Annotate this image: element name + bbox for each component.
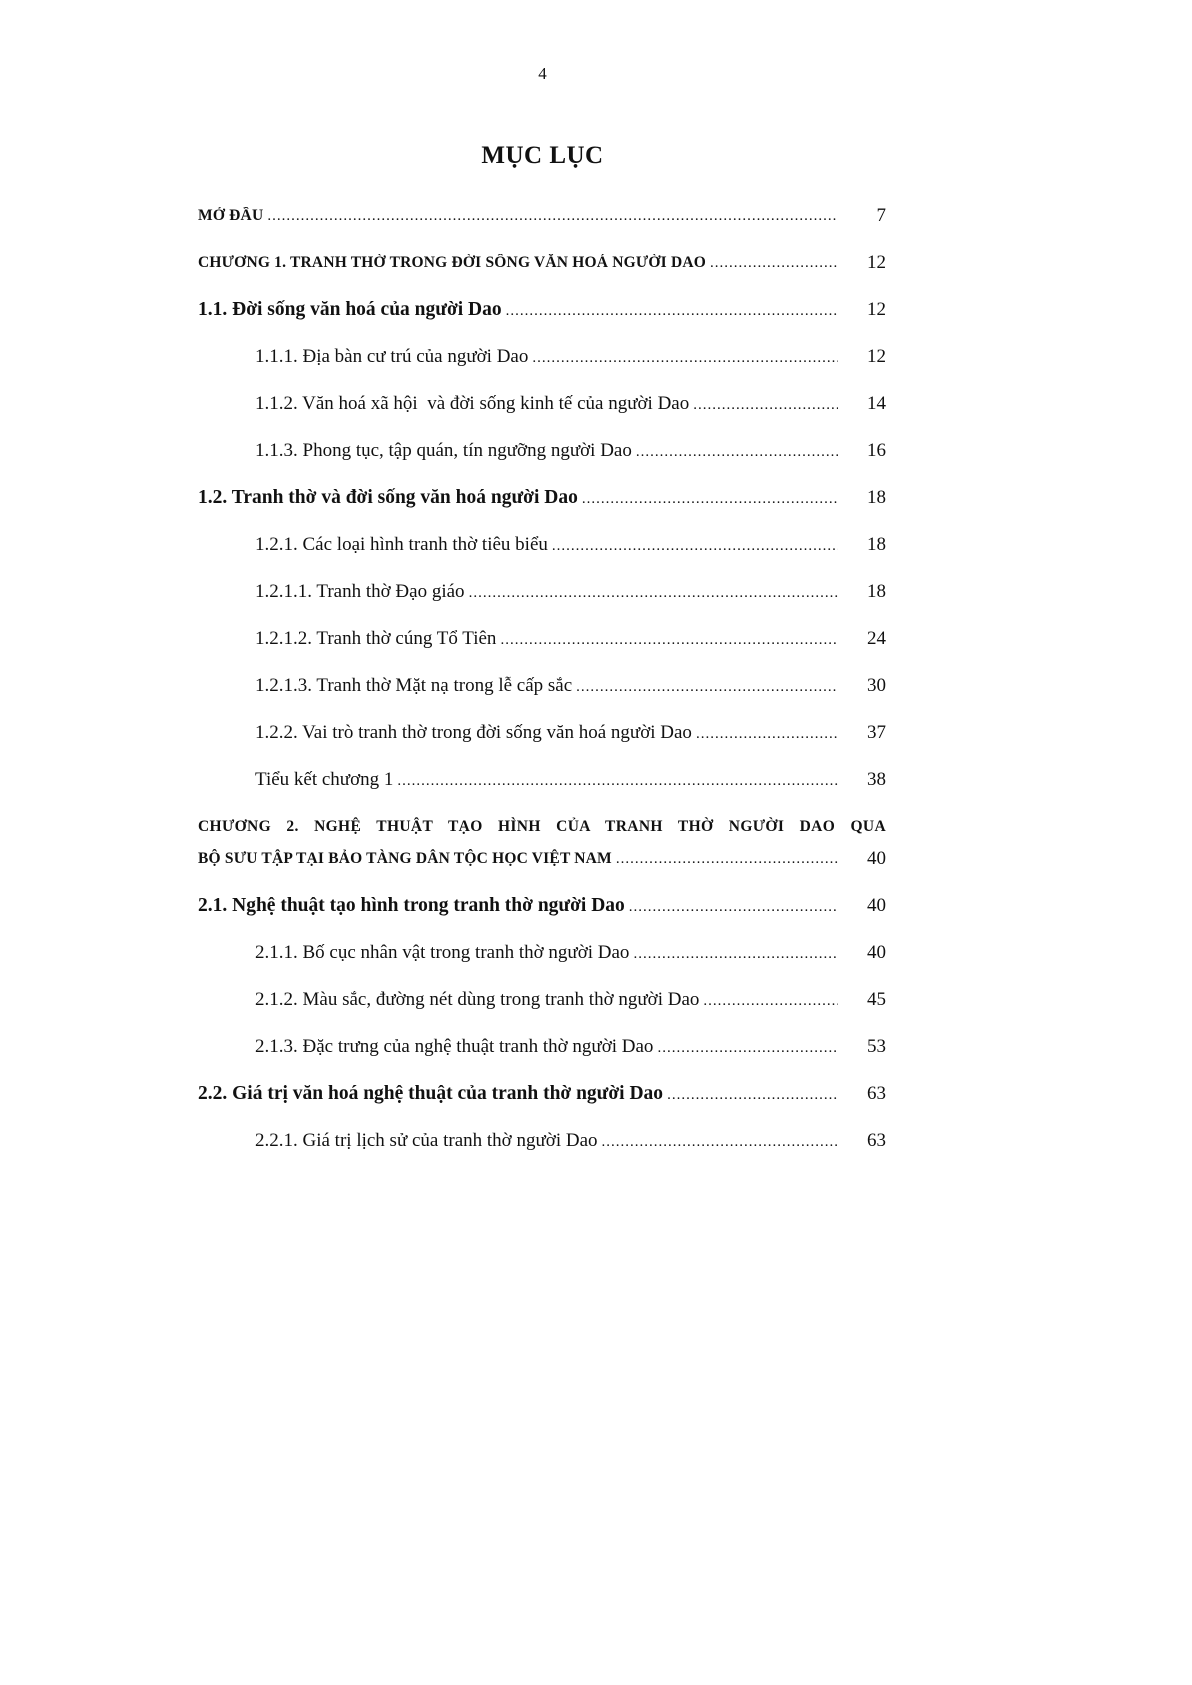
- toc-entry-1-2-1-3[interactable]: [198, 662, 886, 709]
- toc-entry-label: 1.1.1. Địa bàn cư trú của người Dao: [255, 345, 529, 367]
- toc-entry-page: 12: [867, 345, 886, 367]
- toc-entry-page: 37: [867, 721, 886, 743]
- dot-leader: [693, 397, 838, 414]
- page-number: 4: [538, 64, 547, 83]
- toc-entry-label: 1.2.1. Các loại hình tranh thờ tiêu biểu: [255, 533, 548, 555]
- toc-entry-tieu-ket-1[interactable]: [198, 756, 886, 803]
- toc-entry-page: 24: [867, 627, 886, 649]
- toc-entry-page: 7: [876, 204, 886, 226]
- toc-entry-label: 2.1.3. Đặc trưng của nghệ thuật tranh thờ người Dao: [255, 1035, 654, 1057]
- toc-entry-page: 63: [867, 1129, 886, 1151]
- dot-leader: [602, 1134, 838, 1151]
- toc-entry-label: 1.2.2. Vai trò tranh thờ trong đời sống văn hoá người Dao: [255, 721, 692, 743]
- toc-entry-label: 1.2.1.3. Tranh thờ Mặt nạ trong lễ cấp sắc: [255, 674, 573, 696]
- toc-entry-1-1-3[interactable]: [198, 427, 886, 474]
- toc-entry-2-1-3[interactable]: [198, 1023, 886, 1070]
- toc-entry-page: 18: [867, 486, 886, 508]
- toc-entry-2-2-1[interactable]: [198, 1117, 886, 1164]
- toc-entry-1-2-1[interactable]: [198, 521, 886, 568]
- toc-entry-chuong-2[interactable]: [198, 803, 886, 882]
- toc-entry-1-2-2[interactable]: [198, 709, 886, 756]
- toc-entry-label: 1.1.3. Phong tục, tập quán, tín ngưỡng người Dao: [255, 439, 632, 461]
- toc-entry-page: 40: [867, 941, 886, 963]
- toc-entry-2-1-1[interactable]: [198, 929, 886, 976]
- toc-title: MỤC LỤC: [481, 142, 604, 169]
- dot-leader: [469, 585, 838, 602]
- toc-entry-label: 1.2.1.2. Tranh thờ cúng Tổ Tiên: [255, 627, 497, 649]
- dot-leader: [696, 726, 838, 743]
- dot-leader: [397, 773, 838, 790]
- toc-entry-label: Tiểu kết chương 1: [255, 768, 394, 790]
- dot-leader: [506, 303, 838, 320]
- dot-leader: [667, 1087, 838, 1104]
- toc-entry-label: 2.1.1. Bố cục nhân vật trong tranh thờ người Dao: [255, 941, 630, 963]
- toc-entry-2-2[interactable]: [198, 1070, 886, 1117]
- dot-leader: [633, 946, 838, 963]
- toc-entry-page: 38: [867, 768, 886, 790]
- toc-entry-label: 2.2. Giá trị văn hoá nghệ thuật của tranh thờ người Dao: [198, 1082, 664, 1104]
- toc-entry-page: 12: [867, 298, 886, 320]
- toc-entry-1-1-2[interactable]: [198, 380, 886, 427]
- toc-entry-label: 2.1. Nghệ thuật tạo hình trong tranh thờ người Dao: [198, 894, 625, 916]
- toc-entry-label: 1.1.2. Văn hoá xã hội và đời sống kinh tế của người Dao: [255, 392, 690, 414]
- toc-entry-page: 12: [867, 251, 886, 273]
- toc-entry-1-1[interactable]: [198, 286, 886, 333]
- toc-entry-1-1-1[interactable]: [198, 333, 886, 380]
- toc-entry-chuong-1[interactable]: [198, 239, 886, 286]
- toc-entry-label: 1.2.1.1. Tranh thờ Đạo giáo: [255, 580, 465, 602]
- toc-entry-page: 45: [867, 988, 886, 1010]
- toc-entry-2-1-2[interactable]: [198, 976, 886, 1023]
- toc-entry-page: 18: [867, 533, 886, 555]
- toc-entry-label: 1.2. Tranh thờ và đời sống văn hoá người Dao: [198, 486, 578, 508]
- dot-leader: [710, 255, 838, 272]
- toc-entry-1-2-1-2[interactable]: [198, 615, 886, 662]
- toc-entry-mo-dau[interactable]: [198, 192, 886, 239]
- toc-entry-page: 18: [867, 580, 886, 602]
- toc-entry-label: 2.2.1. Giá trị lịch sử của tranh thờ người Dao: [255, 1129, 598, 1151]
- dot-leader: [532, 350, 838, 367]
- toc-entry-1-2[interactable]: [198, 474, 886, 521]
- toc-entry-label: CHƯƠNG 1. TRANH THỜ TRONG ĐỜI SỐNG VĂN HOÁ NGƯỜI DAO: [198, 253, 707, 271]
- dot-leader: [636, 444, 838, 461]
- toc-entry-page: 16: [867, 439, 886, 461]
- table-of-contents: [198, 192, 886, 1164]
- dot-leader: [616, 843, 838, 875]
- dot-leader: [552, 538, 838, 555]
- toc-entry-page: 53: [867, 1035, 886, 1057]
- dot-leader: [657, 1040, 838, 1057]
- toc-entry-page: 63: [867, 1082, 886, 1104]
- toc-entry-label: 1.1. Đời sống văn hoá của người Dao: [198, 298, 502, 320]
- toc-entry-2-1[interactable]: [198, 882, 886, 929]
- dot-leader: [703, 993, 838, 1010]
- toc-entry-label-line2: BỘ SƯU TẬP TẠI BẢO TÀNG DÂN TỘC HỌC VIỆT NAM: [198, 849, 612, 867]
- toc-entry-page: 40: [867, 894, 886, 916]
- toc-entry-page: 40: [867, 847, 886, 869]
- dot-leader: [267, 208, 838, 225]
- toc-entry-label: 2.1.2. Màu sắc, đường nét dùng trong tranh thờ người Dao: [255, 988, 700, 1010]
- dot-leader: [629, 899, 838, 916]
- toc-entry-1-2-1-1[interactable]: [198, 568, 886, 615]
- toc-entry-label: MỞ ĐẦU: [198, 206, 264, 224]
- dot-leader: [582, 491, 838, 508]
- dot-leader: [500, 632, 838, 649]
- toc-entry-page: 30: [867, 674, 886, 696]
- dot-leader: [576, 679, 838, 696]
- toc-entry-page: 14: [867, 392, 886, 414]
- toc-entry-label-line1: CHƯƠNG 2. NGHỆ THUẬT TẠO HÌNH CỦA TRANH THỜ NGƯỜI DAO QUA: [198, 817, 886, 835]
